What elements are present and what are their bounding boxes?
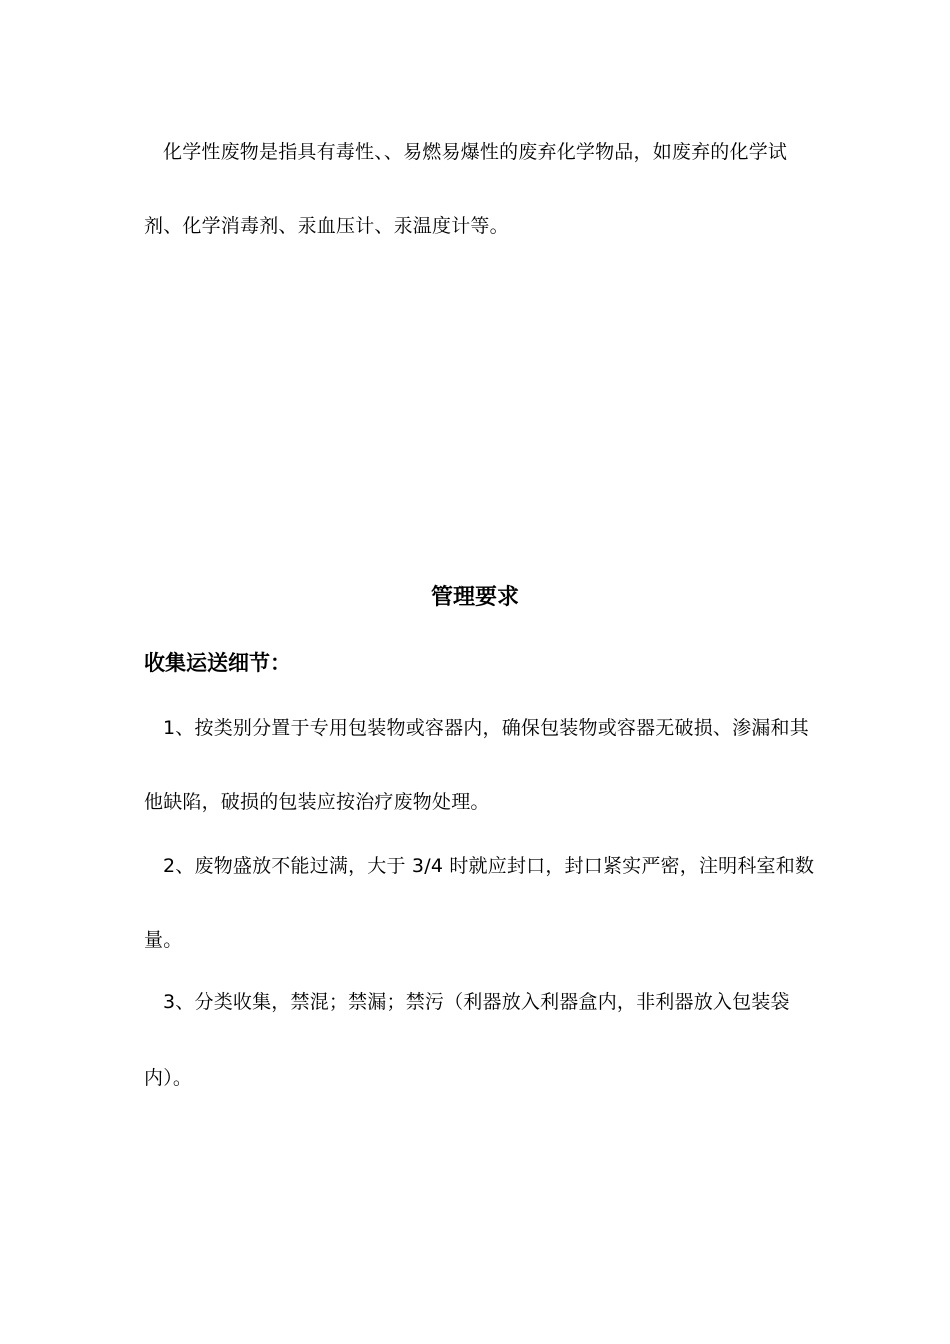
item-3-line-1: 3、分类收集，禁混；禁漏；禁污（利器放入利器盒内，非利器放入包装袋 bbox=[163, 991, 790, 1013]
section-title: 管理要求 bbox=[430, 585, 519, 610]
subheading-collection-transport: 收集运送细节： bbox=[144, 651, 291, 675]
item-3-line-2: 内）。 bbox=[144, 1067, 193, 1089]
item-2-line-2: 量。 bbox=[144, 929, 183, 951]
item-1-line-1: 1、按类别分置于专用包装物或容器内，确保包装物或容器无破损、渗漏和其 bbox=[163, 717, 809, 739]
item-1-line-2: 他缺陷，破损的包装应按治疗废物处理。 bbox=[144, 791, 490, 813]
intro-paragraph-line-2: 剂、化学消毒剂、汞血压计、汞温度计等。 bbox=[144, 215, 509, 237]
intro-paragraph-line-1: 化学性废物是指具有毒性、、易燃易爆性的废弃化学物品，如废弃的化学试 bbox=[163, 141, 788, 163]
item-2-line-1: 2、废物盛放不能过满，大于 3/4 时就应封口，封口紧实严密，注明科室和数 bbox=[163, 855, 815, 877]
